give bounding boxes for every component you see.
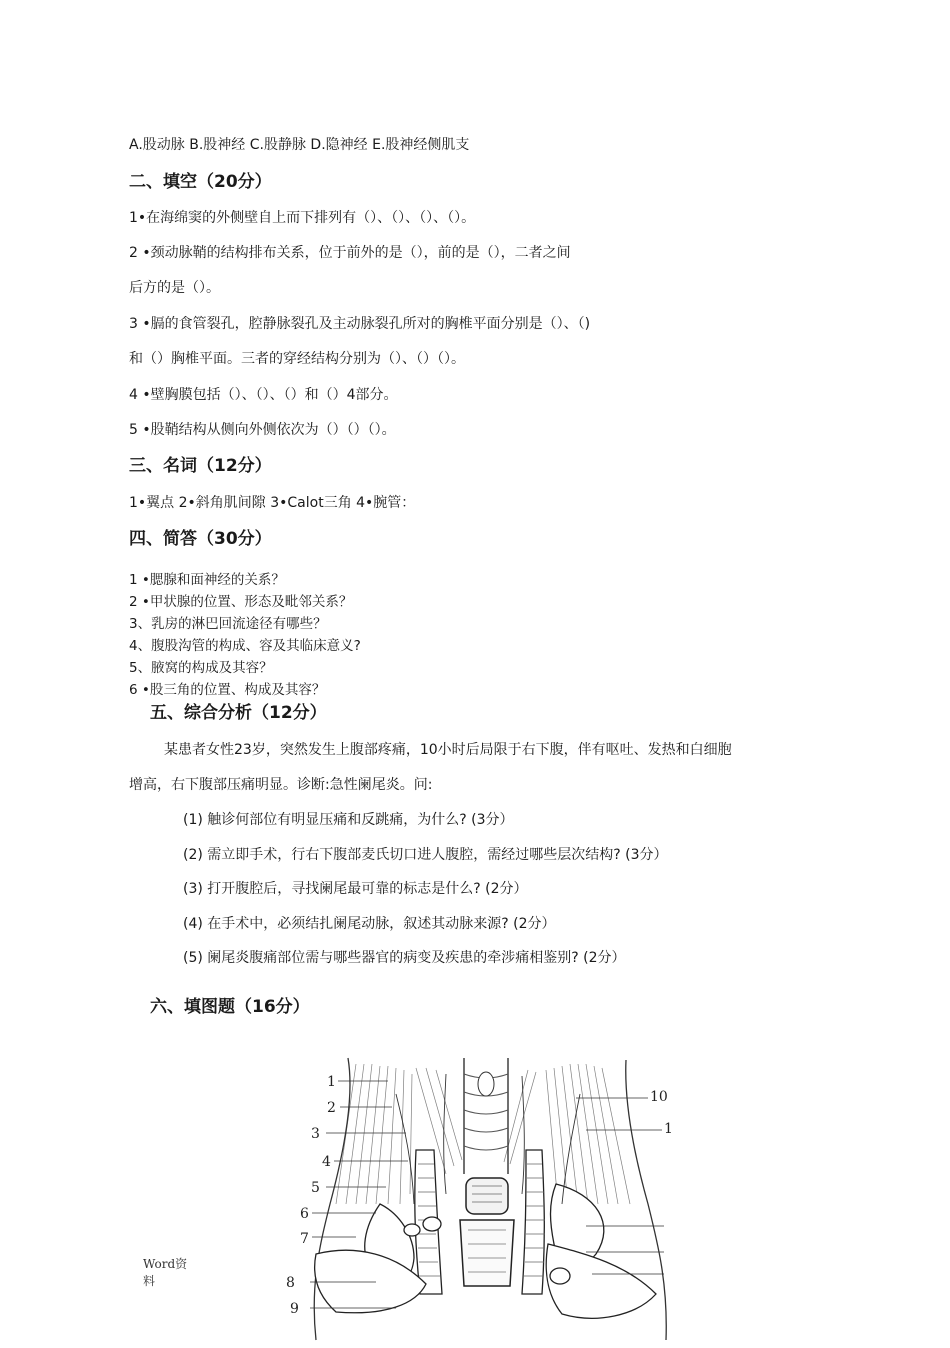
short-answer-1: 1 •腮腺和面神经的关系？ [129, 572, 285, 588]
case-text-line-1: 某患者女性23岁，突然发生上腹部疼痛，10小时后局限于右下腹，伴有呕吐、发热和白细胞 [164, 742, 732, 758]
options-line: A.股动脉 B.股神经 C.股静脉 D.隐神经 E.股神经侧肌支 [129, 137, 470, 153]
short-answer-3: 3、乳房的淋巴回流途径有哪些？ [129, 616, 327, 632]
footer-line-1: Word资 [143, 1257, 188, 1271]
case-question-2: (2) 需立即手术，行右下腹部麦氏切口进人腹腔，需经过哪些层次结构? (3分） [183, 847, 668, 863]
fill-question-2-line-1: 2 •颈动脉鞘的结构排布关系，位于前外的是（），前的是（），二者之间 [129, 245, 571, 261]
case-question-3: (3) 打开腹腔后，寻找阑尾最可靠的标志是什么? (2分） [183, 881, 528, 897]
figure-label: 8 [286, 1275, 295, 1291]
case-question-4: (4) 在手术中，必须结扎阑尾动脉，叙述其动脉来源? (2分） [183, 916, 556, 932]
figure-label: 1 [327, 1074, 336, 1090]
short-answer-2: 2 •甲状腺的位置、形态及毗邻关系？ [129, 594, 353, 610]
figure-label: 6 [300, 1206, 309, 1222]
short-answer-5: 5、腋窝的构成及其容？ [129, 660, 273, 676]
short-answer-6: 6 •股三角的位置、构成及其容？ [129, 682, 326, 698]
case-question-1: (1) 触诊何部位有明显压痛和反跳痛，为什么? (3分） [183, 812, 514, 828]
footer [143, 1256, 187, 1290]
fill-question-2-line-2: 后方的是（）。 [129, 280, 220, 296]
figure-label: 7 [300, 1231, 309, 1247]
figure-label: 1 [664, 1121, 673, 1137]
figure-label: 2 [327, 1100, 336, 1116]
case-text-line-2: 增高，右下腹部压痛明显。诊断:急性阑尾炎。问: [129, 777, 433, 793]
short-answer-4: 4、腹股沟管的构成、容及其临床意义? [129, 638, 361, 654]
footer-line-2: 料 [143, 1274, 156, 1288]
right-vessels [522, 1150, 656, 1318]
section-6-title: 六、填图题（16分） [150, 997, 310, 1017]
anatomy-figure [286, 1054, 676, 1344]
section-5-title: 五、综合分析（12分） [150, 703, 327, 723]
section-4-title: 四、简答（30分） [129, 529, 272, 549]
figure-label: 10 [650, 1089, 668, 1105]
trachea [464, 1058, 508, 1174]
fill-question-1: 1•在海绵窦的外侧壁自上而下排列有（）、（）、（）、（）。 [129, 210, 476, 226]
case-question-5: (5) 阑尾炎腹痛部位需与哪些器官的病变及疾患的牵涉痛相鉴别? (2分） [183, 950, 626, 966]
fill-question-5: 5 •股鞘结构从侧向外侧依次为（）（）（）。 [129, 422, 396, 438]
cut-vertebra [460, 1178, 514, 1286]
figure-label: 9 [290, 1301, 299, 1317]
section-2-title: 二、填空（20分） [129, 172, 272, 192]
fill-question-3-line-2: 和（）胸椎平面。三者的穿经结构分别为（）、（）（）。 [129, 351, 465, 367]
fill-question-3-line-1: 3 •膈的食管裂孔，腔静脉裂孔及主动脉裂孔所对的胸椎平面分别是（）、（) [129, 316, 591, 332]
neck-root-anatomy-drawing [286, 1054, 676, 1344]
section-3-title: 三、名词（12分） [129, 456, 272, 476]
figure-label: 3 [311, 1126, 320, 1142]
fill-question-4: 4 •壁胸膜包括（）、（）、（）和（）4部分。 [129, 387, 398, 403]
figure-label: 5 [311, 1180, 320, 1196]
figure-label: 4 [322, 1154, 331, 1170]
terms-line: 1•翼点 2•斜角肌间隙 3•Calot三角 4•腕管： [129, 495, 416, 511]
